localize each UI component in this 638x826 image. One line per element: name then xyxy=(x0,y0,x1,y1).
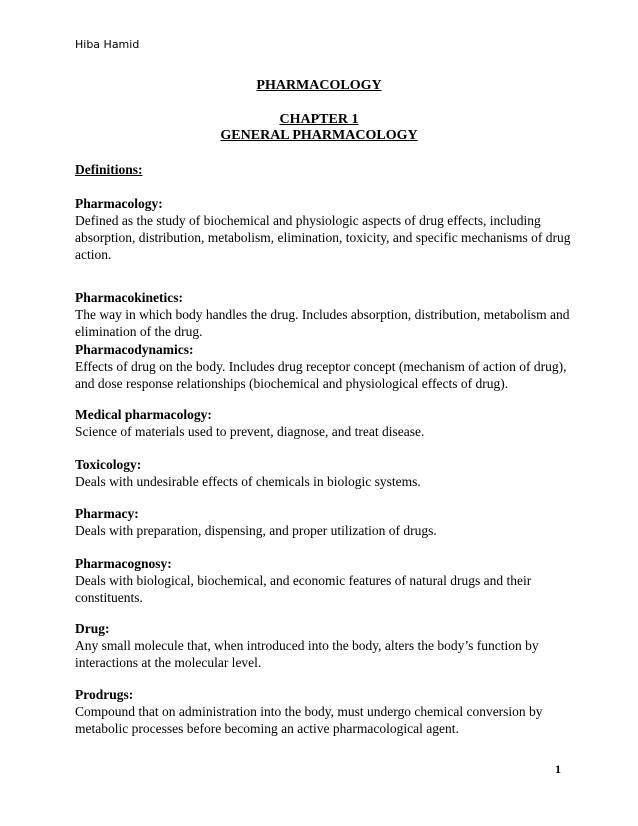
chapter-title: GENERAL PHARMACOLOGY xyxy=(220,128,418,143)
definition-entry-pharmacodynamics xyxy=(75,341,575,392)
definitions-heading: Definitions: xyxy=(75,162,143,177)
definition-description: Deals with biological, biochemical, and economic features of natural drugs and their constituents. xyxy=(75,573,532,605)
definition-entry-pharmacognosy xyxy=(75,555,575,606)
definition-term: Pharmacodynamics: xyxy=(75,342,194,357)
subject-title: PHARMACOLOGY xyxy=(256,78,382,93)
definition-term: Pharmacology: xyxy=(75,196,163,211)
definition-description: The way in which body handles the drug. Includes absorption, distribution, metabolism and elimination of the drug. xyxy=(75,307,570,339)
definition-term: Pharmacognosy: xyxy=(75,556,172,571)
definition-term: Toxicology: xyxy=(75,457,142,472)
definition-description: Any small molecule that, when introduced into the body, alters the body’s function by interactions at the molecular level. xyxy=(75,638,539,670)
definition-description: Deals with preparation, dispensing, and proper utilization of drugs. xyxy=(75,523,437,538)
header-author: Hiba Hamid xyxy=(75,38,140,51)
definition-entry-prodrugs xyxy=(75,686,575,737)
definition-description: Compound that on administration into the body, must undergo chemical conversion by metabolic processes before becoming an active pharmacological agent. xyxy=(75,704,543,736)
chapter-number: CHAPTER 1 xyxy=(279,112,359,127)
definition-term: Prodrugs: xyxy=(75,687,134,702)
definition-entry-medical-pharmacology xyxy=(75,406,575,440)
definition-description: Deals with undesirable effects of chemicals in biologic systems. xyxy=(75,474,421,489)
definition-term: Pharmacy: xyxy=(75,506,139,521)
page-number: 1 xyxy=(555,762,561,776)
definition-term: Drug: xyxy=(75,621,110,636)
definition-description: Defined as the study of biochemical and physiologic aspects of drug effects, including absorption, distribution, metabolism, elimination, toxicity, and specific mechanisms of drug action. xyxy=(75,213,571,262)
definition-entry-pharmacy xyxy=(75,505,575,539)
definition-entry-pharmacology xyxy=(75,195,575,263)
definition-description: Science of materials used to prevent, diagnose, and treat disease. xyxy=(75,424,425,439)
definition-entry-drug xyxy=(75,620,575,671)
definition-entry-toxicology xyxy=(75,456,575,490)
definition-entry-pharmacokinetics xyxy=(75,289,575,340)
definition-term: Medical pharmacology: xyxy=(75,407,212,422)
definition-term: Pharmacokinetics: xyxy=(75,290,183,305)
definition-description: Effects of drug on the body. Includes drug receptor concept (mechanism of action of drug), and dose response relationships (biochemical and physiological effects of drug). xyxy=(75,359,567,391)
